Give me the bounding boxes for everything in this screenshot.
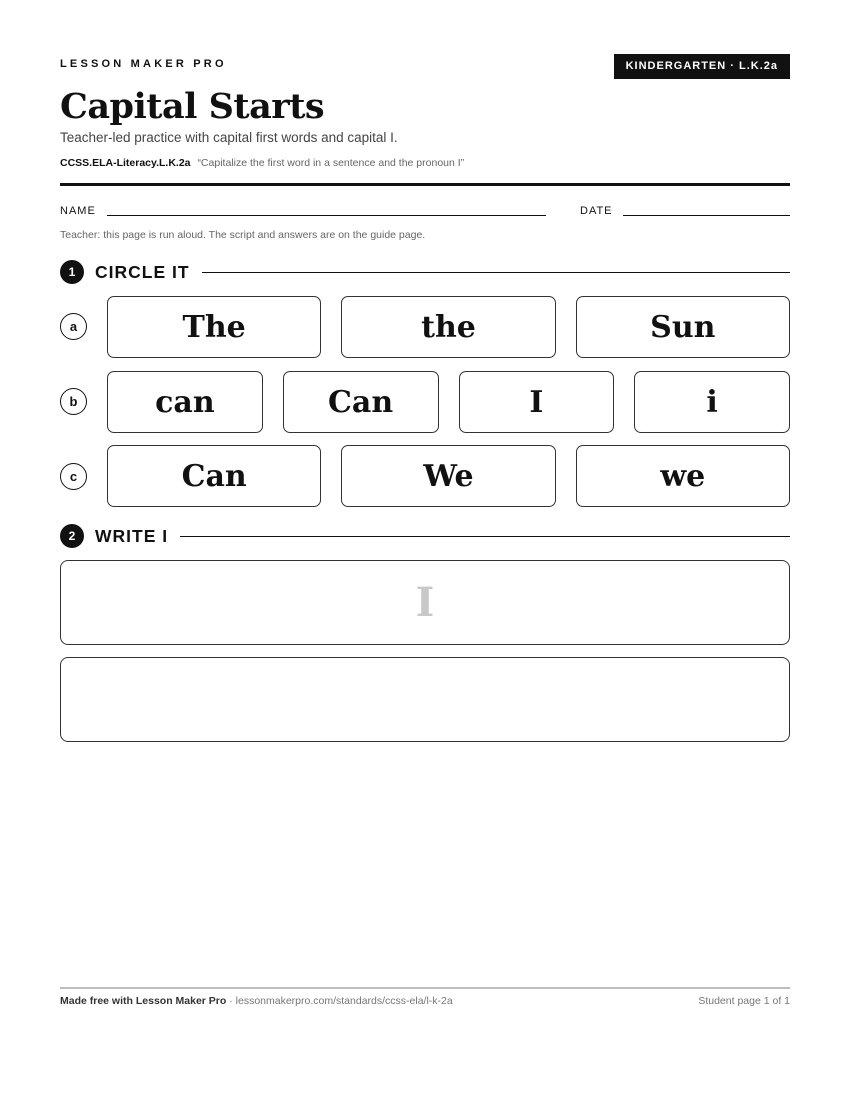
name-field-line[interactable] bbox=[107, 215, 546, 216]
brand-name: LESSON MAKER PRO bbox=[60, 58, 227, 70]
word-choice-box[interactable]: we bbox=[576, 445, 790, 507]
date-label: DATE bbox=[580, 205, 613, 217]
worksheet-page bbox=[60, 0, 790, 1100]
section-number-badge: 1 bbox=[60, 260, 84, 284]
footer-url: · lessonmakerpro.com/standards/ccss-ela/l-k-2a bbox=[226, 995, 453, 1007]
row-label-a: a bbox=[60, 313, 87, 340]
section-divider bbox=[180, 536, 790, 537]
word-choice-box[interactable]: can bbox=[107, 371, 263, 433]
section-title: CIRCLE IT bbox=[95, 261, 190, 282]
standard-text: “Capitalize the first word in a sentence and the pronoun I” bbox=[197, 157, 465, 169]
footer-credit bbox=[60, 995, 453, 1007]
word-choice-box[interactable]: the bbox=[341, 296, 555, 358]
section-circle-it-header bbox=[60, 260, 790, 284]
trace-box[interactable] bbox=[60, 560, 790, 645]
section-title: WRITE I bbox=[95, 525, 169, 546]
word-choice-box[interactable]: We bbox=[341, 445, 555, 507]
footer-page-number: Student page 1 of 1 bbox=[698, 995, 790, 1007]
page-title: Capital Starts bbox=[60, 86, 325, 127]
word-choice-box[interactable]: Can bbox=[107, 445, 321, 507]
trace-letter: I bbox=[415, 579, 435, 626]
writing-box[interactable] bbox=[60, 657, 790, 742]
row-label-c: c bbox=[60, 463, 87, 490]
grade-badge: KINDERGARTEN · L.K.2a bbox=[614, 54, 790, 79]
word-choice-box[interactable]: i bbox=[634, 371, 790, 433]
date-field-line[interactable] bbox=[623, 215, 790, 216]
word-row-c bbox=[107, 445, 790, 507]
page-subtitle: Teacher-led practice with capital first words and capital I. bbox=[60, 130, 398, 145]
footer-made-with: Made free with Lesson Maker Pro bbox=[60, 995, 227, 1007]
header-divider bbox=[60, 183, 790, 186]
section-number-badge: 2 bbox=[60, 524, 84, 548]
word-choice-box[interactable]: I bbox=[459, 371, 615, 433]
name-label: NAME bbox=[60, 205, 96, 217]
section-divider bbox=[202, 272, 790, 273]
word-choice-box[interactable]: Sun bbox=[576, 296, 790, 358]
section-write-i-header bbox=[60, 524, 790, 548]
word-row-a bbox=[107, 296, 790, 358]
standard-code: CCSS.ELA-Literacy.L.K.2a bbox=[60, 157, 191, 169]
word-choice-box[interactable]: Can bbox=[283, 371, 439, 433]
teacher-note: Teacher: this page is run aloud. The script and answers are on the guide page. bbox=[60, 229, 426, 241]
row-label-b: b bbox=[60, 388, 87, 415]
word-row-b bbox=[107, 371, 790, 433]
standard-reference bbox=[60, 157, 464, 169]
footer-divider bbox=[60, 987, 790, 989]
word-choice-box[interactable]: The bbox=[107, 296, 321, 358]
